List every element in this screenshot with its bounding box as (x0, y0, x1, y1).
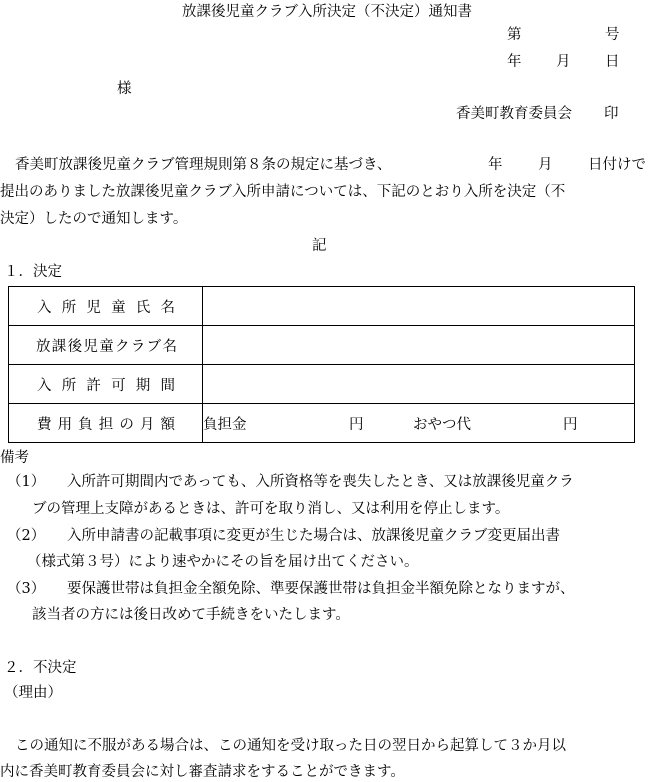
remark-3-num: （3） (7, 581, 46, 597)
remark-2-num: （2） (7, 528, 46, 544)
club-name-field (203, 326, 635, 365)
intro-date-year: 年 (488, 157, 503, 173)
remarks-title: 備考 (0, 450, 29, 466)
seal-mark: 印 (604, 106, 619, 122)
remark-2-line2: （様式第３号）により速やかにその旨を届け出てください。 (27, 554, 419, 570)
row-label: 入所児童氏名 (37, 299, 175, 316)
section2-title: ２．不決定 (4, 660, 77, 676)
row-label-cell (9, 287, 203, 326)
remark-1-line1: 入所許可期間内であっても、入所資格等を喪失したとき、又は放課後児童クラ (67, 474, 574, 490)
snack-yen: 円 (563, 416, 578, 433)
appeal-line-2: 内に香美町教育委員会に対し審査請求をすることができます。 (0, 764, 405, 780)
table-row (9, 287, 635, 326)
appeal-line-1: この通知に不服がある場合は、この通知を受け取った日の翌日から起算して３か月以 (15, 738, 566, 754)
issuer-name: 香美町教育委員会 (456, 106, 572, 122)
remark-2-line1: 入所申請書の記載事項に変更が生じた場合は、放課後児童クラブ変更届出書 (67, 528, 560, 544)
row-label: 費用負担の月額 (37, 416, 175, 433)
remark-1-line2: ブの管理上支障があるときは、許可を取り消し、又は利用を停止します。 (32, 501, 510, 517)
table-row (9, 404, 635, 443)
row-label-cell (9, 365, 203, 404)
permit-period-field (203, 365, 635, 404)
remark-3-line2: 該当者の方には後日改めて手続きをいたします。 (32, 607, 350, 623)
row-label-cell (9, 404, 203, 443)
document-title: 放課後児童クラブ入所決定（不決定）通知書 (182, 4, 472, 20)
intro-date-suffix: 日付けで (588, 157, 646, 173)
child-name-field (203, 287, 635, 326)
table-row (9, 326, 635, 365)
intro-line-3: 決定）したので通知します。 (0, 211, 188, 227)
addressee-honorific: 様 (117, 81, 132, 97)
intro-line-1: 香美町放課後児童クラブ管理規則第８条の規定に基づき、 (15, 157, 392, 173)
snack-label: おやつ代 (413, 416, 471, 433)
ki-heading: 記 (312, 238, 327, 254)
burden-label: 負担金 (203, 416, 247, 433)
date-month: 月 (556, 54, 571, 70)
intro-line-2: 提出のありました放課後児童クラブ入所申請については、下記のとおり入所を決定（不 (0, 184, 566, 200)
doc-number-suffix: 号 (605, 27, 620, 43)
table-row (9, 365, 635, 404)
row-label: 放課後児童クラブ名 (36, 338, 177, 355)
monthly-fee-field (203, 404, 635, 443)
date-year: 年 (507, 54, 522, 70)
burden-yen: 円 (349, 416, 364, 433)
remark-3-line1: 要保護世帯は負担金全額免除、準要保護世帯は負担金半額免除となりますが、 (67, 581, 575, 597)
row-label: 入所許可期間 (37, 377, 175, 394)
reason-label: （理由） (4, 685, 62, 701)
intro-date-month: 月 (538, 157, 553, 173)
remark-1-num: （1） (7, 474, 46, 490)
date-day: 日 (605, 54, 620, 70)
row-label-cell (9, 326, 203, 365)
doc-number-prefix: 第 (507, 27, 522, 43)
section1-title: １．決定 (4, 264, 62, 280)
decision-table (8, 286, 635, 443)
